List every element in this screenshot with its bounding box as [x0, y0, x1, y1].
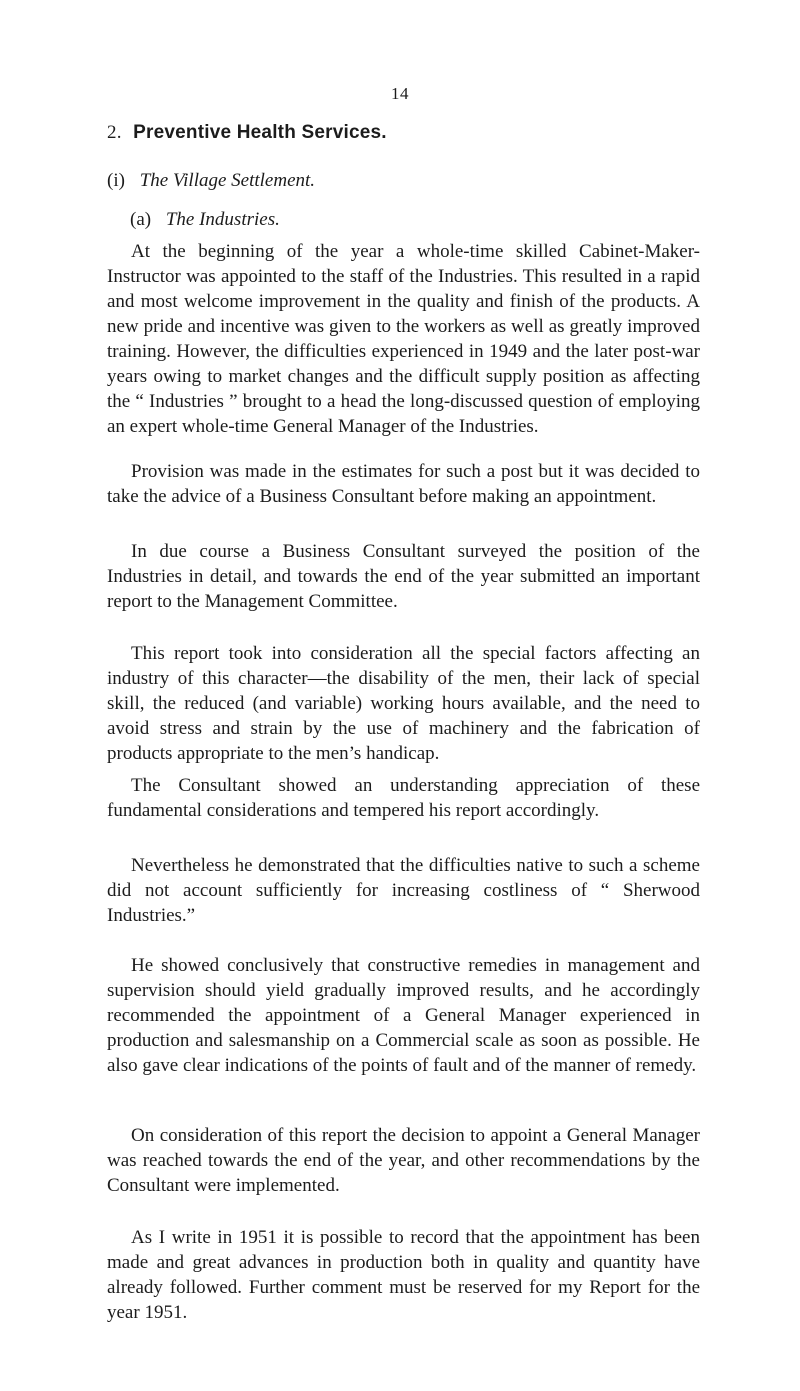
page-number: 14 [391, 84, 409, 103]
paragraph: In due course a Business Consultant surveyed the position of the Industries in detail, and towards the end of the year submitted an important report to the Management Committee. [107, 541, 700, 612]
paragraph: At the beginning of the year a whole-time skilled Cabinet-Maker-Instructor was appointed to the staff of the Industries. This resulted in a rapid and most welcome improvement in the quality and finish of the products. A new pride and incentive was given to the workers as well as greatly improved training. However, the difficulties experienced in 1949 and the later post-war years owing to market changes and the difficult supply position as affecting the “ Industries ” brought to a head the long-discussed question of employing an expert whole-time General Manager of the Industries. [107, 241, 700, 437]
section-number: 2. [107, 122, 122, 143]
subsubsection-marker: (a) [130, 209, 152, 230]
paragraph: Provision was made in the estimates for such a post but it was decided to take the advice of a Business Consultant before making an appointment. [107, 461, 700, 507]
paragraph: This report took into consideration all the special factors affecting an industry of this character—the disability of the men, their lack of special skill, the reduced (and variable) working hours available, and the need to avoid stress and strain by the use of machinery and the fabrication of products appropriate to the men’s handicap. [107, 643, 700, 764]
section-heading [107, 122, 387, 144]
subsection-heading [107, 170, 315, 192]
paragraph: On consideration of this report the decision to appoint a General Manager was reached towards the end of the year, and other recommendations by the Consultant were implemented. [107, 1125, 700, 1196]
section-title: Preventive Health Services. [133, 122, 387, 143]
paragraph: He showed conclusively that constructive remedies in management and supervision should yield gradually improved results, and he accordingly recommended the appointment of a General Manager experienced in production and salesmanship on a Commercial scale as soon as possible. He also gave clear indications of the points of fault and of the manner of remedy. [107, 955, 700, 1076]
subsection-marker: (i) [107, 170, 125, 191]
paragraph: As I write in 1951 it is possible to record that the appointment has been made and great advances in production both in quality and quantity have already followed. Further comment must be reserved for my Report for the year 1951. [107, 1227, 700, 1323]
subsection-title: The Village Settlement. [139, 170, 316, 191]
paragraph: The Consultant showed an understanding appreciation of these fundamental considerations and tempered his report accordingly. [107, 775, 700, 821]
paragraph: Nevertheless he demonstrated that the difficulties native to such a scheme did not account sufficiently for increasing costliness of “ Sherwood Industries.” [107, 855, 700, 926]
subsubsection-heading [130, 209, 280, 231]
subsubsection-title: The Industries. [165, 209, 280, 230]
